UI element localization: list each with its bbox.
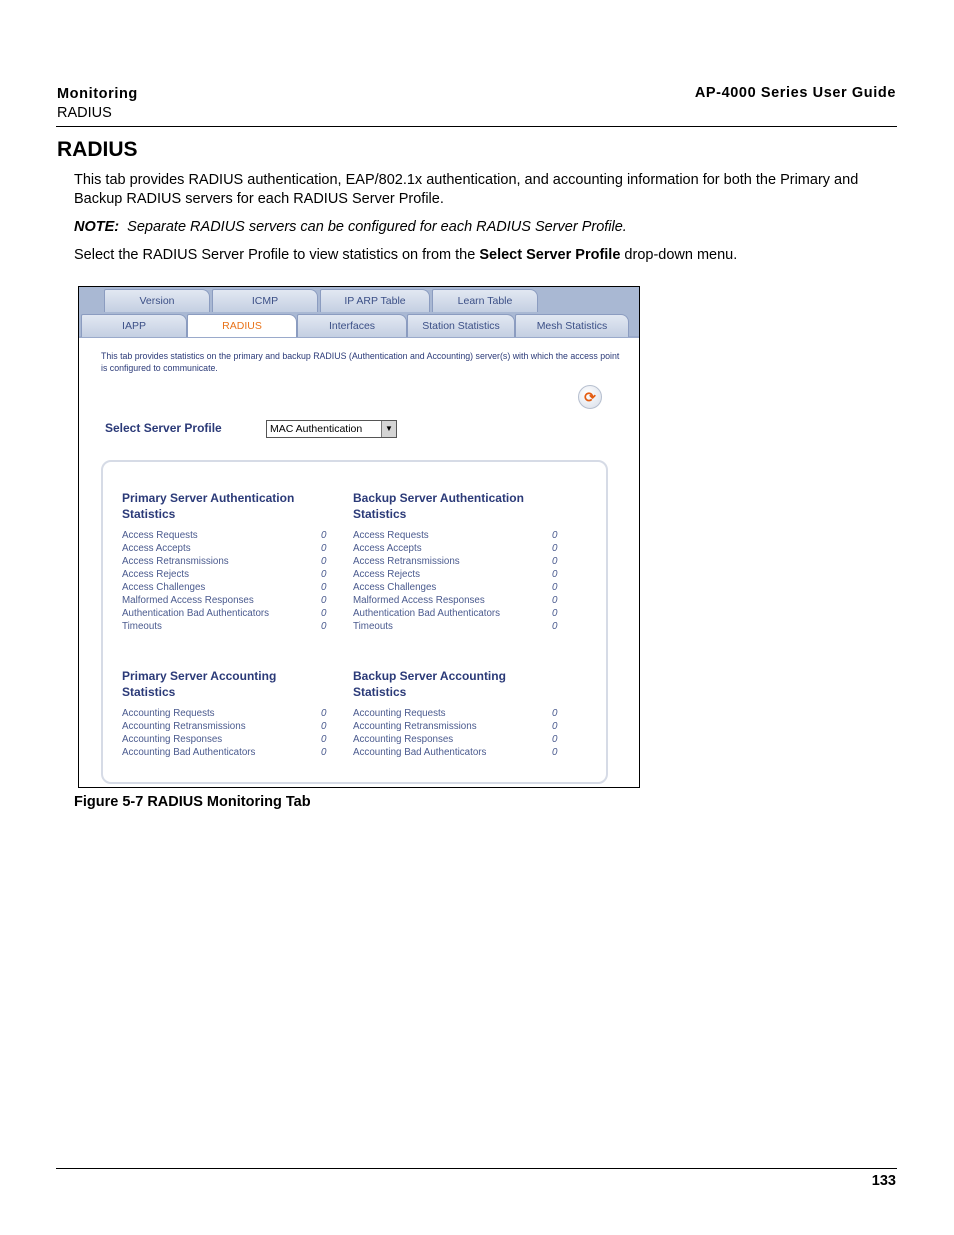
stat-row [353,555,568,568]
backup-acct-list [353,707,568,759]
primary-auth-section [122,490,337,633]
stat-value: 0 [321,747,327,758]
stat-label: Accounting Responses [353,734,454,745]
statistics-panel [101,460,608,784]
stat-row [122,733,337,746]
tab-icmp[interactable]: ICMP [212,289,318,312]
select-server-profile-label: Select Server Profile [105,421,222,435]
stat-label: Accounting Bad Authenticators [353,747,487,758]
primary-auth-list [122,529,337,633]
stat-row [122,746,337,759]
instruction-paragraph [74,246,894,265]
primary-acct-title-line2: Statistics [122,685,176,699]
stat-value: 0 [552,734,558,745]
stat-label: Access Accepts [122,543,191,554]
tab-iapp[interactable]: IAPP [81,314,187,337]
server-profile-select[interactable] [266,420,397,438]
stat-label: Timeouts [122,621,162,632]
backup-auth-title-line1: Backup Server Authentication [353,491,524,505]
stat-value: 0 [321,569,327,580]
stat-row [122,529,337,542]
stat-label: Accounting Requests [122,708,215,719]
primary-acct-title-line1: Primary Server Accounting [122,669,277,683]
stat-value: 0 [552,530,558,541]
stat-label: Malformed Access Responses [122,595,254,606]
instruction-after: drop-down menu. [620,247,738,263]
tab-station-statistics[interactable]: Station Statistics [407,314,515,337]
stat-value: 0 [321,734,327,745]
backup-acct-title [353,668,568,700]
stat-label: Authentication Bad Authenticators [353,608,501,619]
intro-paragraph: This tab provides RADIUS authentication, EAP/802.1x authentication, and accounting information for both the Primary and Backup RADIUS servers for each RADIUS Server Profile. [74,172,859,207]
stat-row [353,620,568,633]
stat-value: 0 [321,530,327,541]
stat-label: Accounting Bad Authenticators [122,747,256,758]
stat-label: Timeouts [353,621,393,632]
backup-auth-list [353,529,568,633]
stat-value: 0 [552,582,558,593]
backup-auth-title-line2: Statistics [353,507,407,521]
stat-row [122,555,337,568]
stat-value: 0 [552,595,558,606]
stat-value: 0 [552,608,558,619]
note-paragraph [74,218,894,237]
stat-value: 0 [321,595,327,606]
stat-label: Malformed Access Responses [353,595,485,606]
page-header-left [57,85,138,123]
header-section: Monitoring [57,86,138,102]
stat-label: Access Retransmissions [122,556,229,567]
stat-row [122,542,337,555]
stat-label: Access Challenges [122,582,206,593]
page-title: RADIUS [57,138,138,161]
tab-description: This tab provides statistics on the primary and backup RADIUS (Authentication and Accounting) server(s) with which the access point is configured to communicate. [101,351,620,373]
stat-value: 0 [321,621,327,632]
stat-label: Access Requests [353,530,429,541]
radius-screenshot [78,286,640,788]
footer-divider [56,1168,897,1169]
tab-version[interactable]: Version [104,289,210,312]
primary-auth-title-line2: Statistics [122,507,176,521]
primary-auth-title-line1: Primary Server Authentication [122,491,295,505]
header-divider [56,126,897,127]
stat-label: Access Rejects [122,569,189,580]
primary-acct-list [122,707,337,759]
backup-auth-title [353,490,568,522]
backup-acct-section [353,668,568,759]
stat-row [122,568,337,581]
stat-row [122,620,337,633]
tab-mesh-statistics[interactable]: Mesh Statistics [515,314,629,337]
stat-value: 0 [321,582,327,593]
stat-row [122,720,337,733]
stat-row [353,746,568,759]
backup-acct-title-line2: Statistics [353,685,407,699]
stat-row [353,542,568,555]
primary-auth-title [122,490,337,522]
backup-acct-title-line1: Backup Server Accounting [353,669,506,683]
chevron-down-icon[interactable]: ▼ [381,421,396,437]
instruction-before: Select the RADIUS Server Profile to view statistics on from the [74,247,480,263]
stat-label: Accounting Responses [122,734,223,745]
stat-label: Authentication Bad Authenticators [122,608,270,619]
stat-value: 0 [321,608,327,619]
instruction-bold: Select Server Profile [479,247,621,263]
tab-interfaces[interactable]: Interfaces [297,314,407,337]
stat-value: 0 [552,543,558,554]
stat-value: 0 [552,569,558,580]
stat-row [353,594,568,607]
stat-value: 0 [321,543,327,554]
stat-value: 0 [552,747,558,758]
tab-radius[interactable]: RADIUS [187,314,297,337]
stat-row [353,707,568,720]
tab-row-2 [79,312,639,338]
stat-label: Accounting Retransmissions [122,721,246,732]
stat-label: Access Requests [122,530,198,541]
stat-value: 0 [552,621,558,632]
stat-row [353,607,568,620]
stat-row [353,720,568,733]
refresh-icon[interactable]: ⟳ [578,385,602,409]
stat-value: 0 [321,721,327,732]
stat-row [122,594,337,607]
stat-row [122,607,337,620]
note-text: Separate RADIUS servers can be configured for each RADIUS Server Profile. [127,219,627,235]
stat-row [353,568,568,581]
header-guide-title: AP-4000 Series User Guide [694,85,896,101]
backup-auth-section [353,490,568,633]
page-number: 133 [871,1173,896,1189]
tab-learn-table[interactable]: Learn Table [432,289,538,312]
stat-row [353,581,568,594]
stat-label: Access Accepts [353,543,422,554]
stat-value: 0 [321,556,327,567]
stat-row [353,529,568,542]
stat-label: Access Rejects [353,569,420,580]
server-profile-value: MAC Authentication [270,423,363,435]
tab-row-1 [79,287,639,312]
stat-label: Access Challenges [353,582,437,593]
stat-label: Accounting Requests [353,708,446,719]
stat-row [353,733,568,746]
stat-value: 0 [321,708,327,719]
note-label: NOTE: [74,219,120,235]
stat-label: Access Retransmissions [353,556,460,567]
primary-acct-section [122,668,337,759]
stat-row [122,581,337,594]
figure-caption: Figure 5-7 RADIUS Monitoring Tab [74,794,311,810]
stat-label: Accounting Retransmissions [353,721,477,732]
header-subsection: RADIUS [57,105,112,121]
primary-acct-title [122,668,337,700]
stat-value: 0 [552,708,558,719]
stat-value: 0 [552,556,558,567]
stat-row [122,707,337,720]
tab-ip-arp-table[interactable]: IP ARP Table [320,289,430,312]
stat-value: 0 [552,721,558,732]
